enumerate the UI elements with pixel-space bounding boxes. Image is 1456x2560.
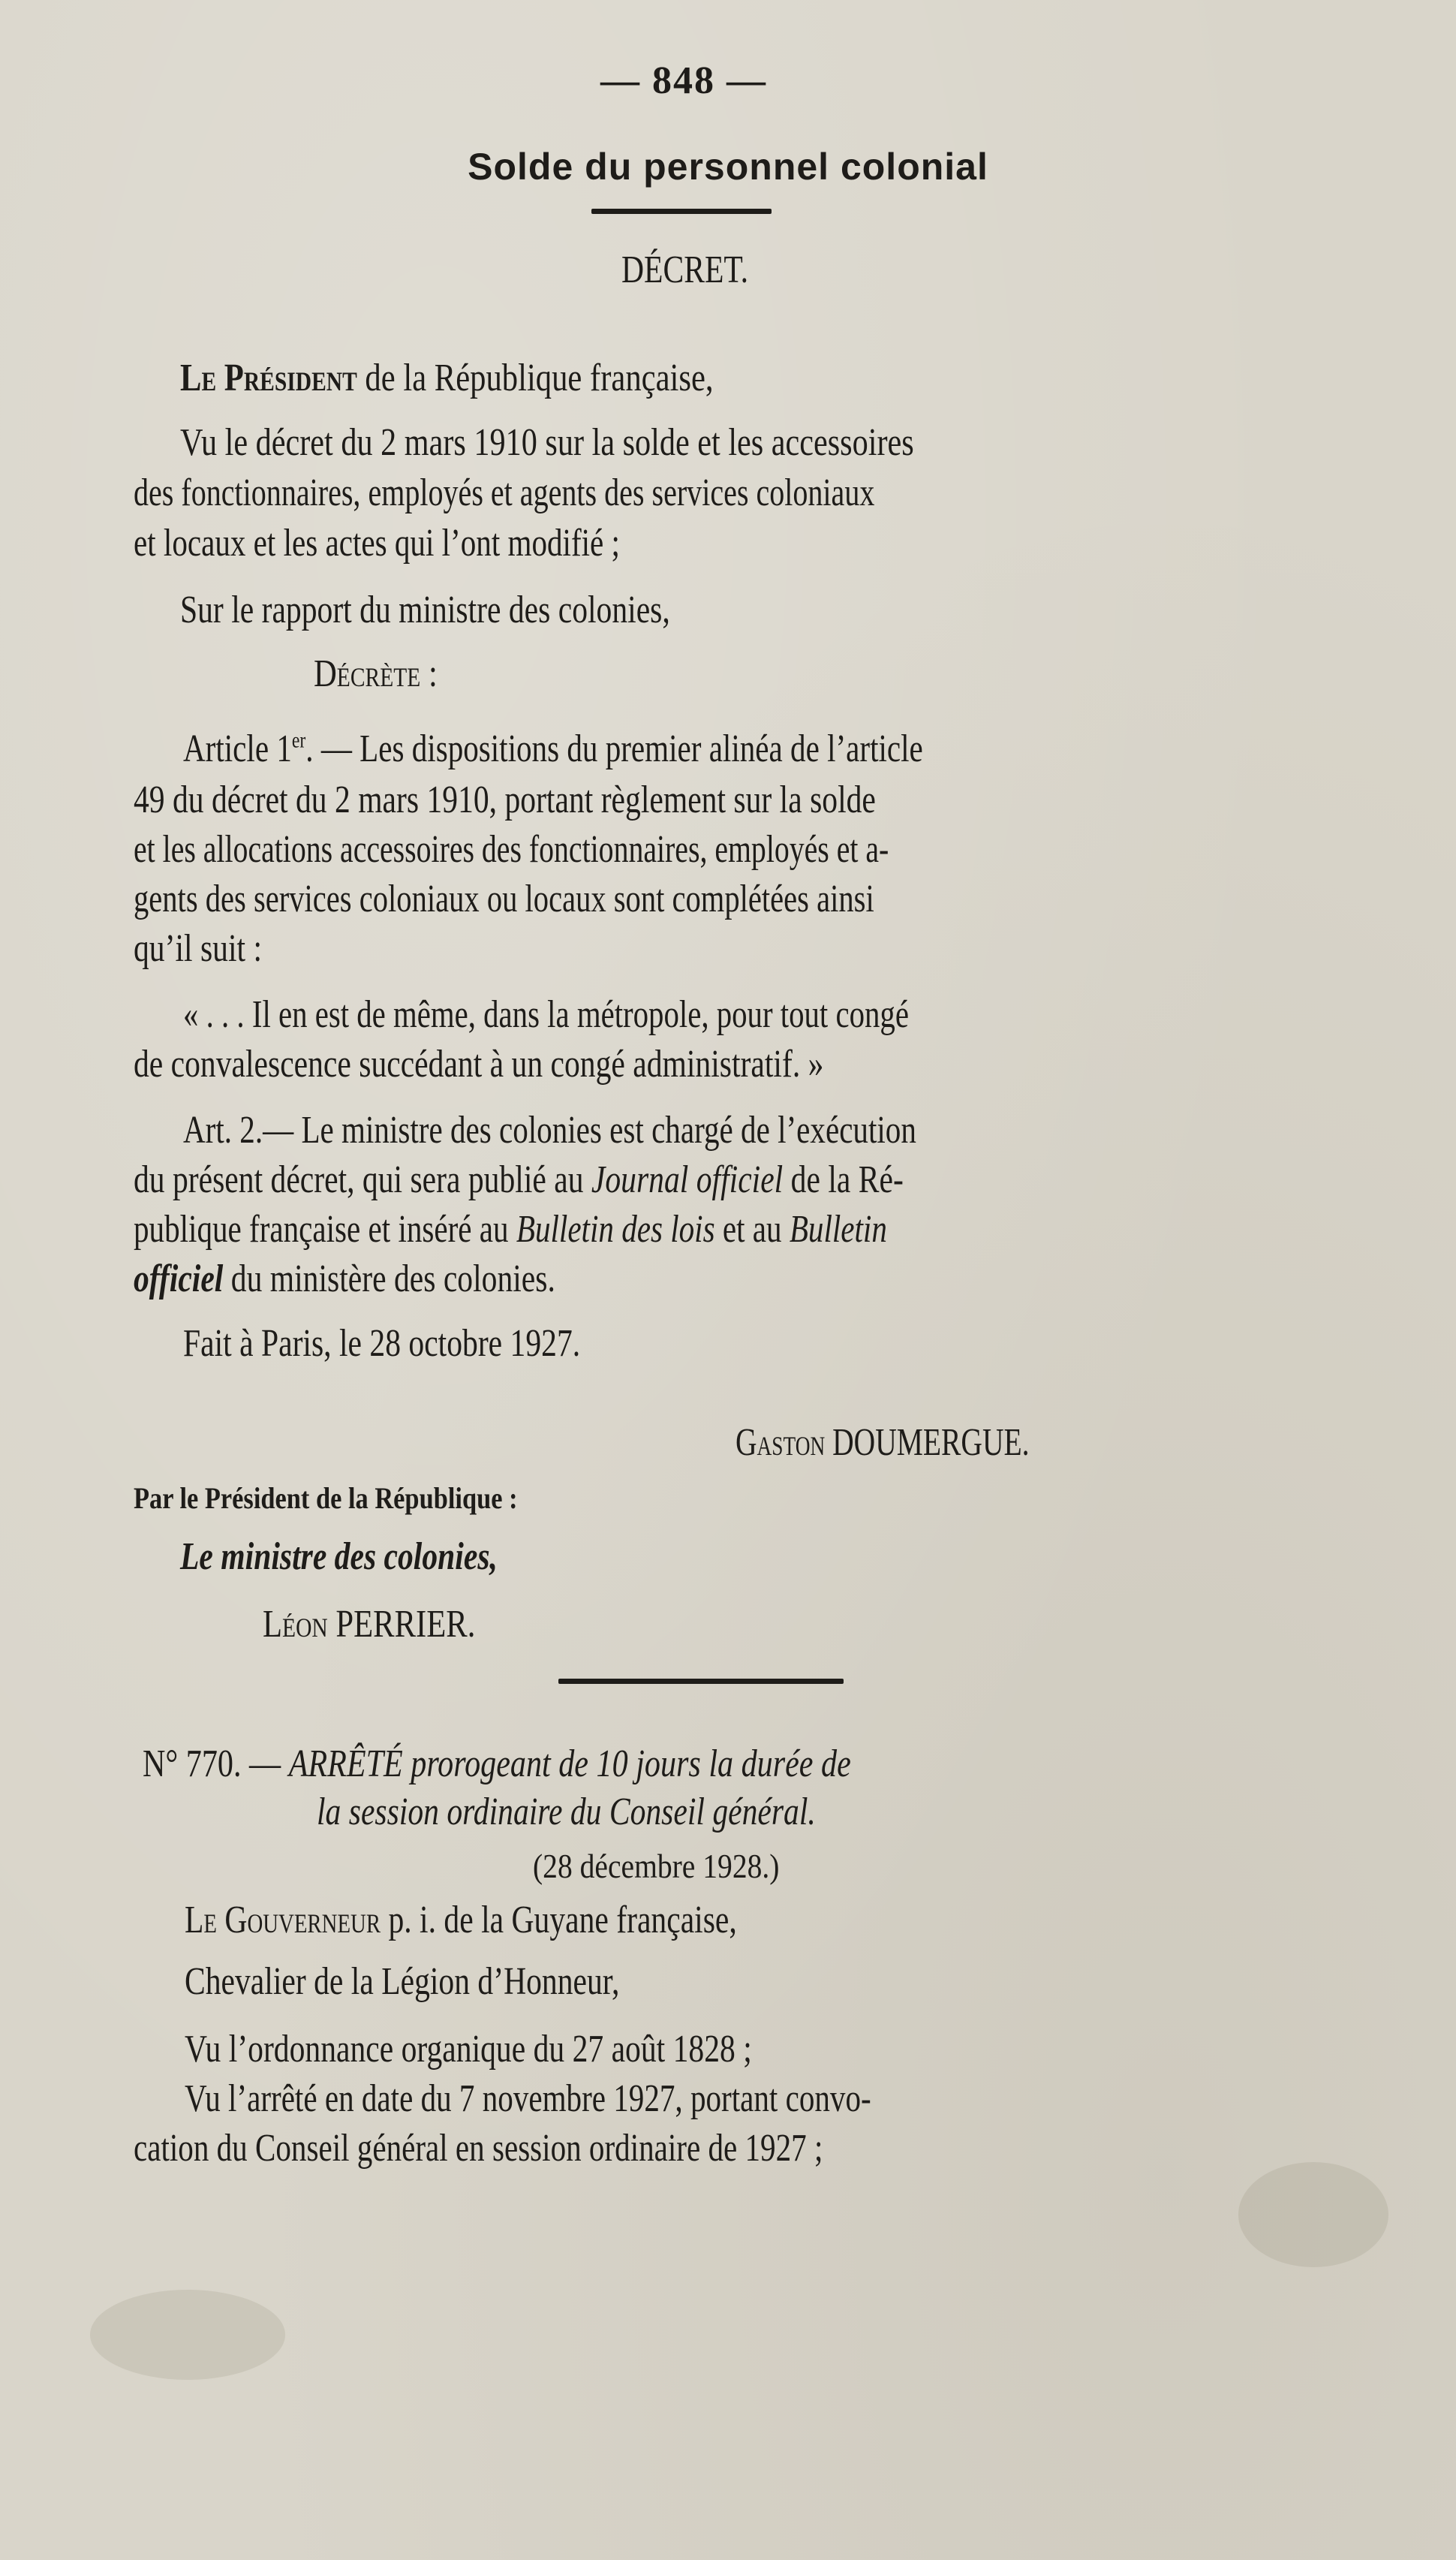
- article-1-line: gents des services coloniaux ou locaux sont complétées ainsi: [134, 878, 874, 920]
- article-2-text: du présent décret, qui sera publié au: [134, 1158, 591, 1201]
- quote-line: « . . . Il en est de même, dans la métropole, pour tout congé: [183, 993, 909, 1036]
- article-2-line: [134, 1207, 887, 1252]
- arrete-vu-line: Vu l’arrêté en date du 7 novembre 1927, portant convo-: [185, 2077, 871, 2120]
- paper-stain: [90, 2290, 285, 2380]
- gouverneur-rest: p. i. de la Guyane française,: [381, 1899, 737, 1941]
- article-2-line: [134, 1158, 904, 1203]
- minister-name-line: [263, 1602, 475, 1647]
- signatory-last-name: DOUMERGUE.: [825, 1421, 1030, 1464]
- article-1-line: et les allocations accessoires des fonctionnaires, employés et a-: [134, 828, 889, 871]
- arrete-vu-line: Vu l’ordonnance organique du 27 août 1828 ;: [185, 2028, 752, 2071]
- page-heading: Solde du personnel colonial: [468, 146, 988, 188]
- vu-line: et locaux et les actes qui l’ont modifié ;: [134, 522, 620, 565]
- article-1-line: 49 du décret du 2 mars 1910, portant règlement sur la solde: [134, 779, 876, 821]
- minister-first-name: Léon: [263, 1603, 328, 1646]
- gouverneur-label: Le Gouverneur: [185, 1899, 381, 1941]
- chevalier-line: Chevalier de la Légion d’Honneur,: [185, 1960, 620, 2003]
- article-1-rest: . — Les dispositions du premier alinéa de l’article: [305, 727, 923, 770]
- heading-rule: [591, 209, 772, 214]
- arrete-title-line: la session ordinaire du Conseil général.: [317, 1790, 816, 1833]
- article-1-line: qu’il suit :: [134, 927, 263, 970]
- article-1-sup: er: [291, 727, 306, 753]
- par-line: [134, 1476, 518, 1521]
- president-label: Le Président: [180, 357, 357, 399]
- article-1-prefix: Article 1: [183, 727, 292, 770]
- fait-line: Fait à Paris, le 28 octobre 1927.: [183, 1322, 581, 1365]
- arrete-date: (28 décembre 1928.): [533, 1847, 780, 1885]
- signatory-first-name: Gaston: [736, 1421, 826, 1464]
- vu-line: Vu le décret du 2 mars 1910 sur la solde et les accessoires: [180, 421, 914, 464]
- quote-line: de convalescence succédant à un congé administratif. »: [134, 1043, 824, 1086]
- arrete-vu-line: cation du Conseil général en session ordinaire de 1927 ;: [134, 2127, 823, 2170]
- article-2-line: [134, 1257, 555, 1302]
- section-rule: [558, 1679, 844, 1684]
- paper-stain: [1238, 2162, 1388, 2267]
- journal-officiel: Journal officiel: [591, 1158, 784, 1201]
- minister-last-name: PERRIER.: [327, 1603, 476, 1646]
- president-rest: de la République française,: [356, 357, 714, 399]
- decrete-label: Décrète :: [314, 652, 438, 695]
- signatory-line: [736, 1420, 1030, 1465]
- bulletin-des-lois: Bulletin des lois: [516, 1208, 715, 1251]
- article-2-line: Art. 2.— Le ministre des colonies est chargé de l’exécution: [183, 1109, 916, 1152]
- bulletin-officiel: Bulletin: [789, 1208, 887, 1251]
- decree-title: DÉCRET.: [621, 248, 749, 291]
- decree-preamble: [180, 356, 714, 401]
- vu-line: des fonctionnaires, employés et agents des services coloniaux: [134, 471, 875, 514]
- rapport-line: Sur le rapport du ministre des colonies,: [180, 589, 670, 631]
- arrete-number: N° 770. —: [143, 1742, 289, 1785]
- article-2-text: de la Ré-: [783, 1158, 904, 1201]
- article-1-line: [183, 727, 923, 772]
- par-text: Par le Président de la République :: [134, 1481, 518, 1515]
- article-2-text: publique française et inséré au: [134, 1208, 516, 1251]
- page-number: — 848 —: [600, 59, 767, 102]
- arrete-title-line: [143, 1742, 851, 1787]
- article-2-text: et au: [714, 1208, 790, 1251]
- ministre-line: Le ministre des colonies,: [180, 1535, 498, 1578]
- arrete-kind: ARRÊTÉ: [288, 1742, 403, 1785]
- arrete-title: prorogeant de 10 jours la durée de: [402, 1742, 851, 1785]
- gouverneur-line: [185, 1898, 737, 1943]
- officiel-word: officiel: [134, 1257, 224, 1300]
- article-2-text: du ministère des colonies.: [223, 1257, 555, 1300]
